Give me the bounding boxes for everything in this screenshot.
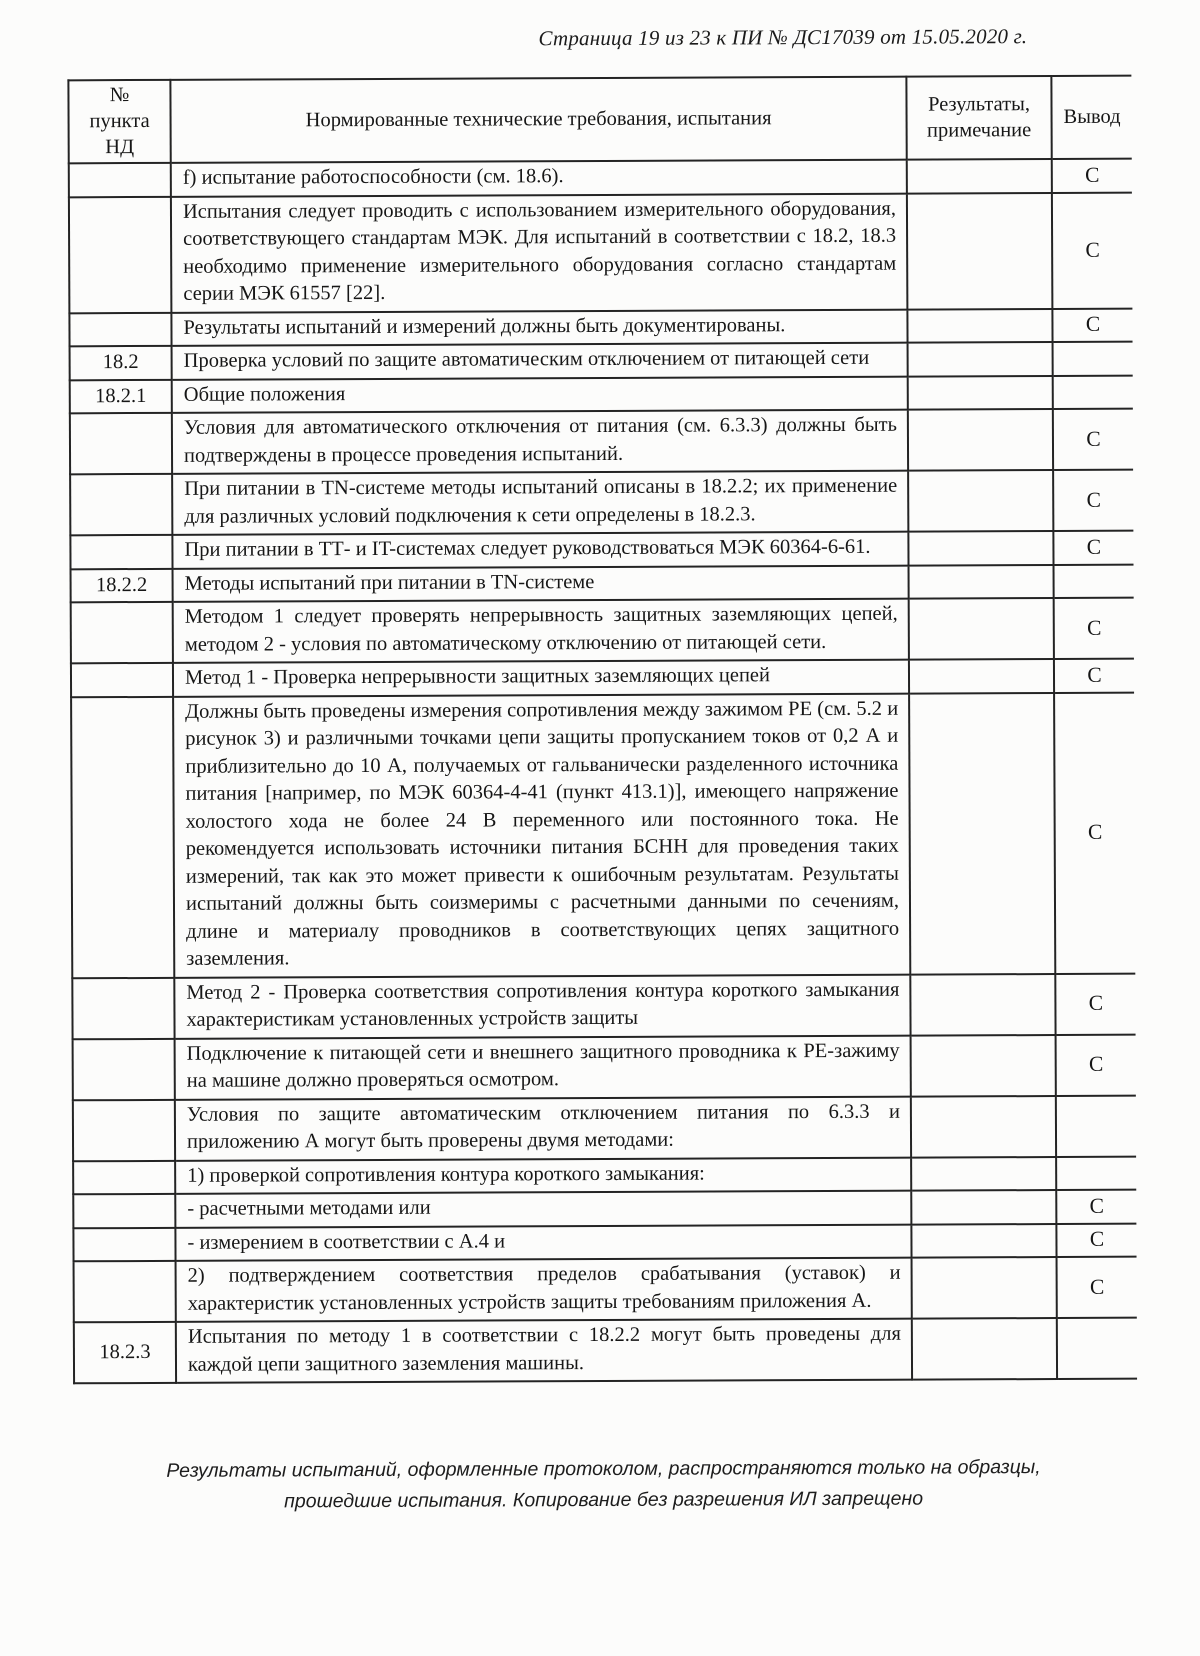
cell-conclusion: С bbox=[1056, 1223, 1136, 1257]
cell-result-note bbox=[912, 1318, 1057, 1380]
cell-clause-number bbox=[73, 1227, 175, 1261]
cell-conclusion bbox=[1056, 1156, 1136, 1190]
table-row bbox=[71, 564, 1134, 602]
cell-conclusion: С bbox=[1057, 1257, 1137, 1318]
cell-requirement-text: - измерением в соответствии с А.4 и bbox=[175, 1224, 911, 1261]
cell-result-note bbox=[911, 1035, 1056, 1097]
cell-clause-number bbox=[69, 312, 171, 346]
cell-result-note bbox=[909, 659, 1054, 693]
table-row bbox=[70, 409, 1133, 475]
scanned-page bbox=[0, 23, 1200, 1655]
cell-requirement-text: Методом 1 следует проверять непрерывность защитных заземляющих цепей, методом 2 - условия по автоматическому отключению от питающей сети. bbox=[173, 599, 909, 663]
cell-requirement-text: Методы испытаний при питании в TN-системе bbox=[173, 565, 909, 602]
cell-clause-number: 18.2.3 bbox=[74, 1322, 176, 1383]
cell-requirement-text: Проверка условий по защите автоматическим отключением от питающей сети bbox=[172, 343, 908, 380]
cell-requirement-text: 1) проверкой сопротивления контура короткого замыкания: bbox=[175, 1157, 911, 1194]
cell-clause-number: 18.2.2 bbox=[71, 568, 173, 602]
table-row bbox=[73, 1095, 1136, 1161]
table-row bbox=[70, 531, 1133, 569]
col-header-results: Результаты, примечание bbox=[906, 76, 1051, 160]
page-header: Страница 19 из 23 к ПИ № ДС17039 от 15.05.2020 г. bbox=[538, 24, 1028, 51]
cell-conclusion: С bbox=[1056, 1034, 1136, 1095]
cell-result-note bbox=[908, 531, 1053, 565]
col-header-requirements: Нормированные технические требования, испытания bbox=[170, 77, 906, 163]
cell-result-note bbox=[907, 159, 1052, 193]
cell-clause-number bbox=[69, 163, 171, 197]
table-row bbox=[73, 1156, 1136, 1194]
cell-clause-number bbox=[69, 196, 172, 312]
cell-conclusion: С bbox=[1054, 692, 1135, 973]
cell-conclusion: С bbox=[1055, 973, 1135, 1034]
cell-conclusion: С bbox=[1052, 192, 1133, 308]
col-header-clause-number: № пункта НД bbox=[68, 80, 170, 163]
cell-requirement-text: Испытания следует проводить с использованием измерительного оборудования, соответствующего стандартам МЭК. Для испытаний в соответствии с 18.2, 18.3 необходимо применение измерительного оборудования согласно стандартам серии МЭК 61557 [22]. bbox=[171, 193, 907, 312]
footer-line: Результаты испытаний, оформленные протоколом, распространяются только на образцы, bbox=[166, 1456, 1041, 1482]
cell-result-note bbox=[908, 342, 1053, 376]
cell-requirement-text: Подключение к питающей сети и внешнего защитного проводника к РЕ-зажиму на машине должно проверяться осмотром. bbox=[175, 1035, 911, 1099]
cell-clause-number: 18.2.1 bbox=[70, 379, 172, 413]
cell-result-note bbox=[909, 598, 1054, 660]
col-header-conclusion: Вывод bbox=[1051, 76, 1131, 159]
cell-result-note bbox=[911, 1096, 1056, 1158]
cell-requirement-text: Результаты испытаний и измерений должны быть документированы. bbox=[171, 309, 907, 346]
cell-clause-number bbox=[70, 535, 172, 569]
cell-requirement-text: 2) подтверждением соответствия пределов срабатывания (уставок) и характеристик установленных устройств защиты требованиям приложения А. bbox=[176, 1258, 912, 1322]
cell-conclusion: С bbox=[1056, 1190, 1136, 1224]
table-row bbox=[74, 1318, 1137, 1384]
cell-result-note bbox=[911, 1190, 1056, 1224]
cell-clause-number bbox=[72, 977, 174, 1038]
table-row bbox=[72, 973, 1135, 1039]
requirements-table bbox=[67, 75, 1137, 1385]
cell-clause-number bbox=[73, 1194, 175, 1228]
cell-conclusion bbox=[1056, 1095, 1136, 1156]
cell-clause-number bbox=[71, 602, 173, 663]
cell-clause-number bbox=[70, 474, 172, 535]
cell-result-note bbox=[909, 693, 1055, 975]
cell-requirement-text: При питании в TN-системе методы испытаний описаны в 18.2.2; их применение для различных условий подключения к сети определены в 18.2.3. bbox=[172, 471, 908, 535]
cell-clause-number bbox=[73, 1099, 175, 1160]
cell-result-note bbox=[907, 309, 1052, 343]
table-header-row bbox=[68, 76, 1131, 164]
cell-clause-number bbox=[73, 1160, 175, 1194]
cell-requirement-text: Испытания по методу 1 в соответствии с 18.2.2 могут быть проведены для каждой цепи защитного заземления машины. bbox=[176, 1319, 912, 1383]
cell-requirement-text: Должны быть проведены измерения сопротивления между зажимом РЕ (см. 5.2 и рисунок 3) и различными точками цепи защиты пропусканием токов от 0,2 А и приблизительно до 10 А, получаемых от гальванически разделенного источника питания [например, по МЭК 60364-4-41 (пункт 413.1)], имеющего напряжение холостого хода не более 24 В переменного или постоянного тока. Не рекомендуется использовать источники питания БСНН для проведения таких измерений, так как это может привести к ошибочным результатам. Результаты испытаний должны быть соизмеримы с расчетными данными по сечениям, длине и материалу проводников в соответствующих цепях защитного заземления. bbox=[173, 693, 910, 977]
table-row bbox=[73, 1190, 1136, 1228]
table-row bbox=[71, 598, 1134, 664]
cell-conclusion: С bbox=[1053, 409, 1133, 470]
cell-conclusion bbox=[1054, 564, 1134, 598]
cell-requirement-text: Условия для автоматического отключения от питания (см. 6.3.3) должны быть подтверждены в процессе проведения испытаний. bbox=[172, 410, 908, 474]
cell-conclusion: С bbox=[1054, 659, 1134, 693]
cell-result-note bbox=[911, 1157, 1056, 1191]
cell-requirement-text: - расчетными методами или bbox=[175, 1191, 911, 1228]
cell-requirement-text: f) испытание работоспособности (см. 18.6). bbox=[171, 160, 907, 197]
cell-requirement-text: Метод 1 - Проверка непрерывности защитных заземляющих цепей bbox=[173, 660, 909, 697]
cell-conclusion: С bbox=[1053, 470, 1133, 531]
table-row bbox=[73, 1034, 1136, 1100]
table-row bbox=[73, 1223, 1136, 1261]
cell-clause-number: 18.2 bbox=[70, 346, 172, 380]
cell-clause-number bbox=[71, 663, 173, 697]
footer-note bbox=[3, 1451, 1200, 1518]
cell-requirement-text: Общие положения bbox=[172, 376, 908, 413]
cell-result-note bbox=[909, 565, 1054, 599]
table-row bbox=[69, 159, 1132, 197]
cell-requirement-text: При питании в ТТ- и IT-системах следует руководствоваться МЭК 60364-6-61. bbox=[172, 532, 908, 569]
cell-result-note bbox=[908, 376, 1053, 410]
cell-conclusion bbox=[1053, 342, 1133, 376]
table-row bbox=[69, 308, 1132, 346]
table-row bbox=[70, 342, 1133, 380]
cell-clause-number bbox=[74, 1261, 176, 1322]
table-row bbox=[70, 375, 1133, 413]
cell-requirement-text: Метод 2 - Проверка соответствия сопротивления контура короткого замыкания характеристикам установленных устройств защиты bbox=[174, 974, 910, 1038]
cell-conclusion: С bbox=[1052, 159, 1132, 193]
cell-result-note bbox=[908, 409, 1053, 471]
table-row bbox=[70, 470, 1133, 536]
cell-conclusion bbox=[1057, 1318, 1137, 1379]
cell-clause-number bbox=[71, 696, 174, 977]
cell-requirement-text: Условия по защите автоматическим отключением питания по 6.3.3 и приложению А могут быть проверены двумя методами: bbox=[175, 1096, 911, 1160]
table-row bbox=[71, 692, 1135, 978]
table-row bbox=[69, 192, 1132, 313]
cell-clause-number bbox=[70, 413, 172, 474]
footer-line: прошедшие испытания. Копирование без разрешения ИЛ запрещено bbox=[284, 1487, 924, 1513]
cell-conclusion: С bbox=[1052, 308, 1132, 342]
table-row bbox=[74, 1257, 1137, 1323]
cell-clause-number bbox=[73, 1038, 175, 1099]
table-row bbox=[71, 659, 1134, 697]
requirements-rows bbox=[69, 159, 1137, 1384]
cell-conclusion bbox=[1053, 375, 1133, 409]
cell-result-note bbox=[910, 974, 1055, 1036]
cell-conclusion: С bbox=[1053, 531, 1133, 565]
cell-result-note bbox=[911, 1224, 1056, 1258]
cell-result-note bbox=[907, 193, 1053, 310]
cell-result-note bbox=[908, 470, 1053, 532]
cell-conclusion: С bbox=[1054, 598, 1134, 659]
cell-result-note bbox=[912, 1257, 1057, 1319]
